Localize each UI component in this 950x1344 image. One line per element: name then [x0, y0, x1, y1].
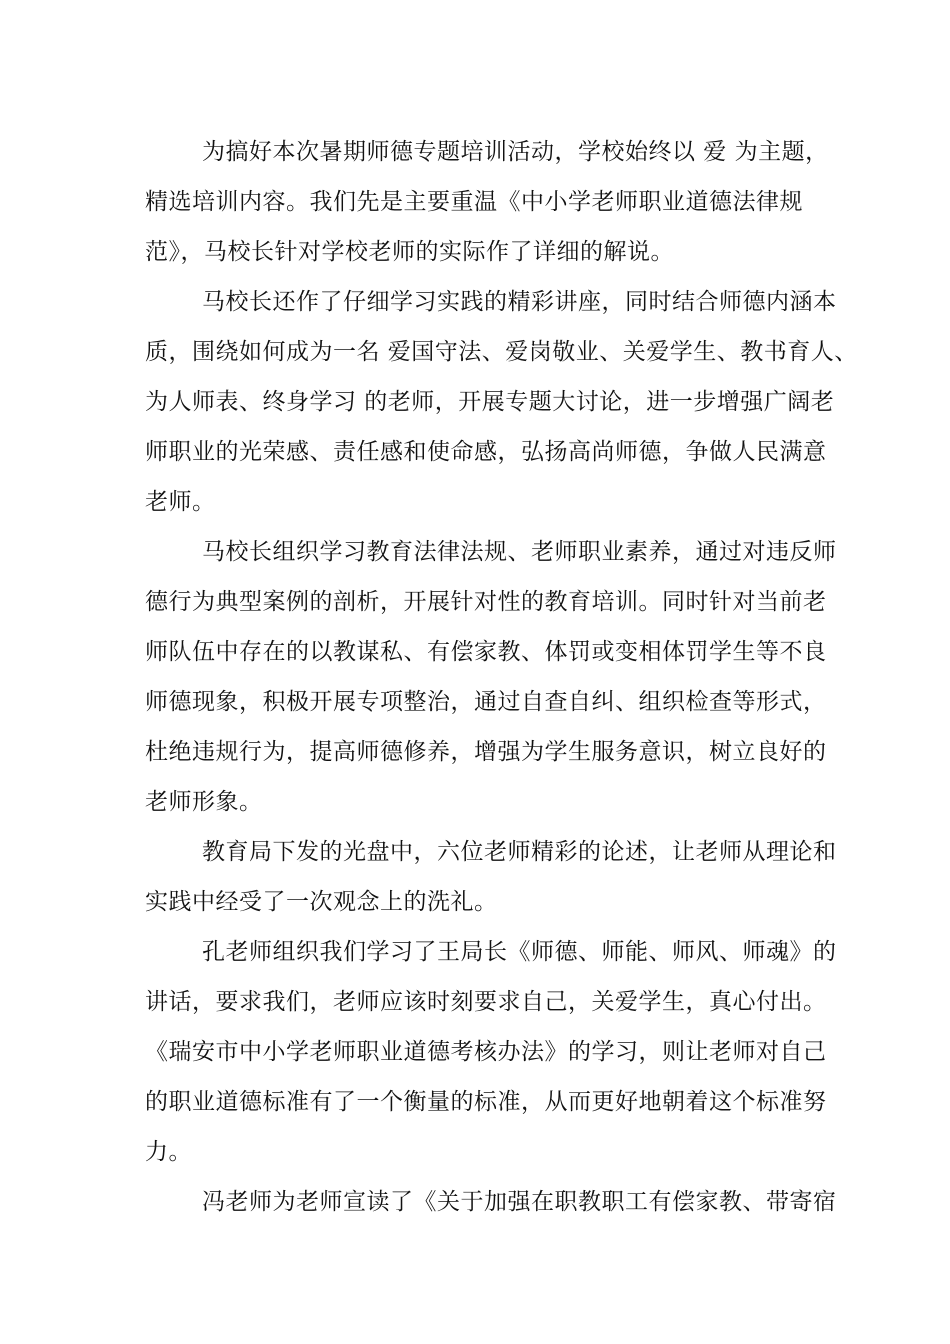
paragraph-line: 冯老师为老师宣读了《关于加强在职教职工有偿家教、带寄宿	[202, 1189, 837, 1215]
paragraph-line: 范》，马校长针对学校老师的实际作了详细的解说。	[145, 239, 674, 265]
paragraph-line: 教育局下发的光盘中，六位老师精彩的论述，让老师从理论和	[202, 839, 837, 865]
paragraph-line: 老师形象。	[145, 789, 263, 815]
paragraph-line: 《瑞安市中小学老师职业道德考核办法》的学习，则让老师对自己	[145, 1039, 827, 1065]
paragraph-line: 师职业的光荣感、责任感和使命感，弘扬高尚师德，争做人民满意	[145, 439, 827, 465]
document-body	[145, 127, 858, 1227]
paragraph-6	[145, 1177, 837, 1227]
paragraph-line: 老师。	[145, 489, 216, 515]
paragraph-1	[145, 127, 829, 277]
paragraph-4	[145, 827, 837, 927]
paragraph-line: 为搞好本次暑期师德专题培训活动，学校始终以 爱 为主题，	[202, 139, 829, 165]
paragraph-line: 马校长还作了仔细学习实践的精彩讲座，同时结合师德内涵本	[202, 289, 837, 315]
paragraph-3	[145, 527, 837, 827]
paragraph-line: 质，围绕如何成为一名 爱国守法、爱岗敬业、关爱学生、教书育人、	[145, 339, 858, 365]
paragraph-line: 杜绝违规行为，提高师德修养，增强为学生服务意识，树立良好的	[145, 739, 827, 765]
paragraph-line: 力。	[145, 1139, 192, 1165]
paragraph-line: 为人师表、终身学习 的老师，开展专题大讨论，进一步增强广阔老	[145, 389, 835, 415]
paragraph-line: 精选培训内容。我们先是主要重温《中小学老师职业道德法律规	[145, 189, 803, 215]
paragraph-line: 实践中经受了一次观念上的洗礼。	[145, 889, 498, 915]
paragraph-2	[145, 277, 858, 527]
paragraph-line: 讲话，要求我们，老师应该时刻要求自己，关爱学生，真心付出。	[145, 989, 827, 1015]
paragraph-line: 德行为典型案例的剖析，开展针对性的教育培训。同时针对当前老	[145, 589, 827, 615]
paragraph-5	[145, 927, 837, 1177]
paragraph-line: 师德现象，积极开展专项整治，通过自查自纠、组织检查等形式，	[145, 689, 827, 715]
paragraph-line: 马校长组织学习教育法律法规、老师职业素养，通过对违反师	[202, 539, 837, 565]
paragraph-line: 孔老师组织我们学习了王局长《师德、师能、师风、师魂》的	[202, 939, 837, 965]
paragraph-line: 师队伍中存在的以教谋私、有偿家教、体罚或变相体罚学生等不良	[145, 639, 827, 665]
paragraph-line: 的职业道德标准有了一个衡量的标准，从而更好地朝着这个标准努	[145, 1089, 827, 1115]
